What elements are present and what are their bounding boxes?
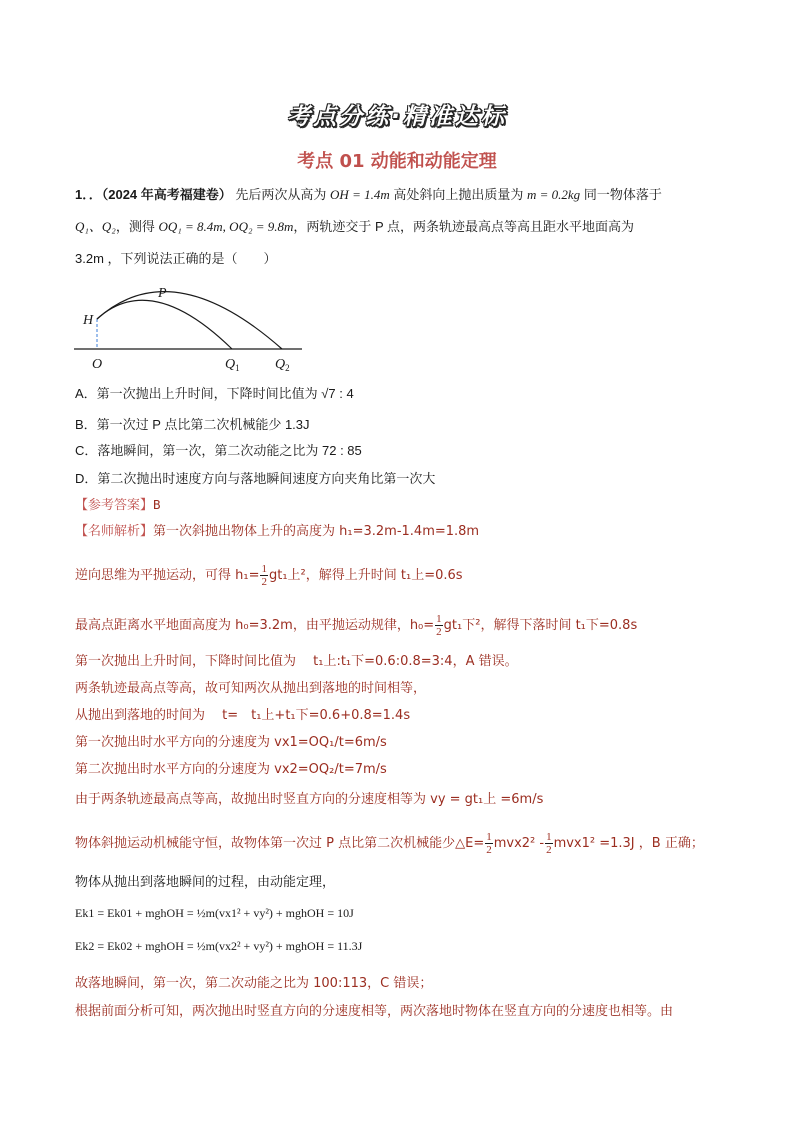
analysis-line-1 [75,522,479,541]
question-line-2 [75,218,634,236]
question-line-3: 3.2m ，下列说法正确的是（ ） [75,251,277,266]
analysis-line-10 [75,831,704,856]
analysis-line-7 [75,733,387,752]
analysis-text: 最高点距离水平地面高度为 h₀=3.2m，由平抛运动规律，h₀= [75,618,435,633]
mass-equation: m = 0.2kg [527,187,581,202]
fraction-half: $\frac{1}{2}$ [436,613,442,638]
fraction-half: $\frac{1}{2}$ [546,831,552,856]
q-points: Q₁、Q₂ [75,219,116,234]
analysis-line-12 [75,974,432,993]
answer-line [75,496,161,515]
analysis-text: 根据前面分析可知，两次抛出时竖直方向的分速度相等，两次落地时物体在竖直方向的分速度也相等。由 [75,1004,674,1019]
analysis-text: 由于两条轨迹最高点等高，故抛出时竖直方向的分速度相等为 vy = gt₁上 =6m/s [75,792,544,807]
option-a: A．第一次抛出上升时间，下降时间比值为 √7 : 4 [75,386,354,401]
page-title: 考点 01 动能和动能定理 [297,151,497,172]
analysis-line-11: 物体从抛出到落地瞬间的过程，由动能定理， [75,874,336,889]
question-source: ．（2024 年高考福建卷） [88,187,232,202]
question-line-1 [75,186,662,204]
analysis-text: 逆向思维为平抛运动，可得 h₁= [75,568,260,583]
question-text: 高处斜向上抛出质量为 [393,187,524,202]
analysis-line-3 [75,613,637,638]
analysis-line-8 [75,760,387,779]
analysis-line-5 [75,679,426,698]
analysis-text: 故落地瞬间，第一次，第二次动能之比为 100:113，C 错误； [75,976,433,991]
analysis-line-13 [75,1002,673,1021]
answer-value: B [153,497,161,512]
oq-equation: OQ₁ = 8.4m, OQ₂ = 9.8m [158,219,294,234]
option-c: C．落地瞬间，第一次，第二次动能之比为 72 : 85 [75,443,362,458]
label-o: O [92,357,103,372]
trajectory-figure [70,278,310,378]
oh-equation: OH = 1.4m [330,187,390,202]
analysis-line-2 [75,563,463,588]
analysis-text: 第一次斜抛出物体上升的高度为 h₁=3.2m-1.4m=1.8m [153,524,480,539]
trajectory-2 [97,292,282,349]
option-d: D．第二次抛出时速度方向与落地瞬间速度方向夹角比第一次大 [75,471,436,486]
analysis-line-9 [75,790,543,809]
question-text: ，测得 [115,219,155,234]
equation-ek1: Ek1 = Ek01 + mghOH = ½m(vx1² + vy²) + mghOH = 10J [75,906,354,920]
analysis-text: 第一次抛出时水平方向的分速度为 vx1=OQ₁/t=6m/s [75,735,387,750]
analysis-text: mvx2² - [493,836,545,851]
analysis-text: 物体斜抛运动机械能守恒，故物体第一次过 P 点比第二次机械能少△E= [75,836,485,851]
analysis-text: 第一次抛出上升时间，下降时间比值为 t₁上:t₁下=0.6:0.8=3:4，A 错误。 [75,654,518,669]
analysis-text: gt₁下²，解得下落时间 t₁下=0.8s [443,618,638,633]
fraction-half: $\frac{1}{2}$ [261,563,267,588]
question-number: 1． [75,187,89,202]
option-b: B．第一次过 P 点比第二次机械能少 1.3J [75,417,310,432]
analysis-text: gt₁上²，解得上升时间 t₁上=0.6s [268,568,463,583]
analysis-text: 两条轨迹最高点等高，故可知两次从抛出到落地的时间相等， [75,681,427,696]
answer-label: 【参考答案】 [75,498,154,513]
analysis-text: mvx1² =1.3J ，B 正确； [553,836,704,851]
analysis-line-4 [75,652,518,671]
trajectory-1 [97,300,232,349]
label-p: P [158,286,167,301]
analysis-label: 【名师解析】 [75,524,154,539]
analysis-line-6 [75,706,410,725]
analysis-text: 从抛出到落地的时间为 t= t₁上+t₁下=0.6+0.8=1.4s [75,708,411,723]
question-text: ，两轨迹交于 P 点，两条轨迹最高点等高且距水平地面高为 [293,219,635,234]
analysis-text: 第二次抛出时水平方向的分速度为 vx2=OQ₂/t=7m/s [75,762,387,777]
question-text: 同一物体落于 [583,187,662,202]
fraction-half: $\frac{1}{2}$ [486,831,492,856]
label-q2: $Q_2$ [275,357,290,373]
label-h: H [83,313,94,328]
label-q1: $Q_1$ [225,357,240,373]
equation-ek2: Ek2 = Ek02 + mghOH = ½m(vx2² + vy²) + mghOH = 11.3J [75,939,363,953]
question-text: 先后两次从高为 [235,187,327,202]
section-banner: 考点分练·精准达标 [287,104,507,130]
